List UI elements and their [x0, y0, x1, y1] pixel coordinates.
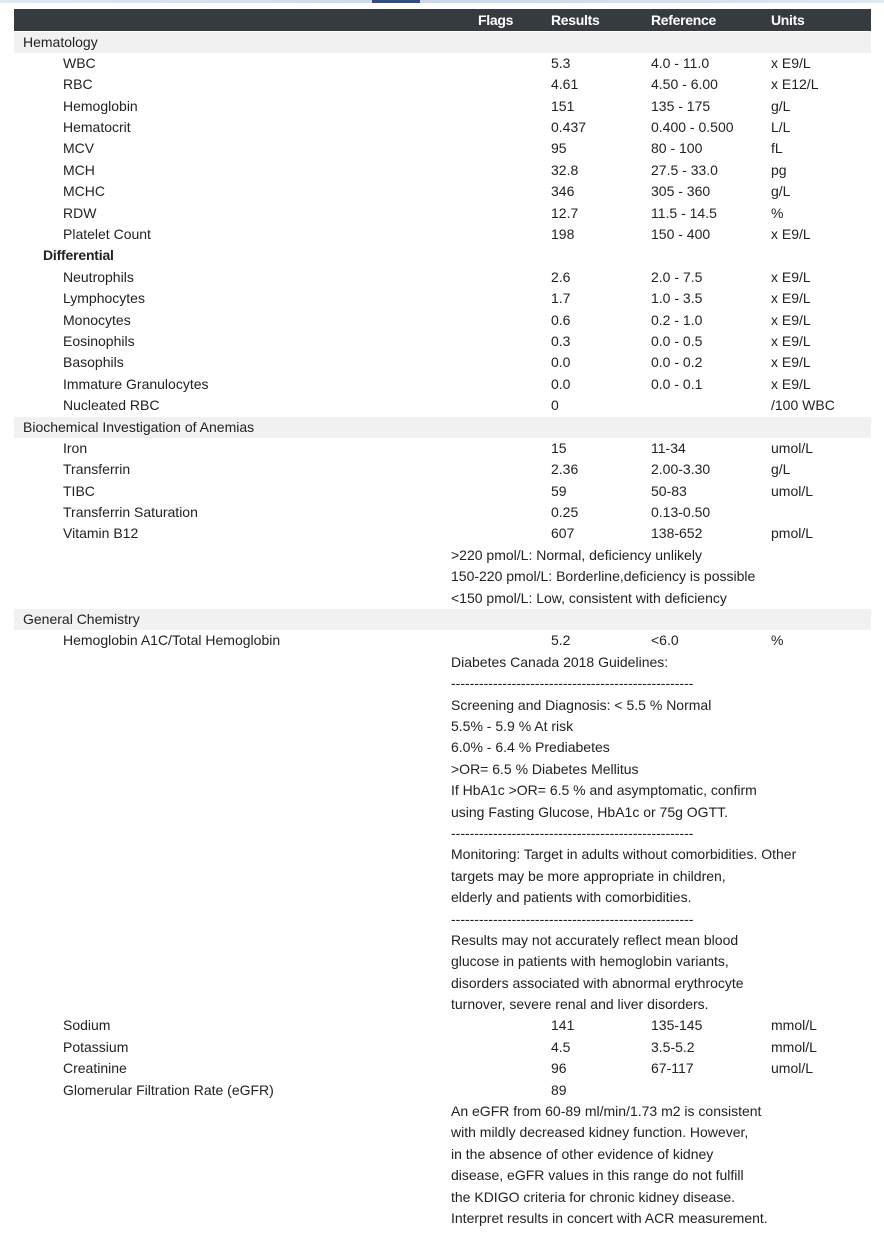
test-units: /100 WBC	[771, 397, 835, 414]
table-row	[14, 224, 871, 245]
header-reference: Reference	[651, 12, 717, 28]
comment-text: Interpret results in concert with ACR measurement.	[451, 1209, 768, 1226]
table-row	[14, 502, 871, 523]
result-comment	[14, 780, 871, 801]
test-result: 15	[551, 439, 567, 456]
test-result: 1.7	[551, 290, 571, 307]
test-result: 346	[551, 183, 575, 200]
result-comment	[14, 994, 871, 1015]
table-row	[14, 53, 871, 74]
table-row	[14, 74, 871, 95]
test-reference: 1.0 - 3.5	[651, 290, 703, 307]
test-name: Eosinophils	[63, 332, 135, 349]
test-units: x E9/L	[771, 54, 811, 71]
test-units: %	[771, 204, 784, 221]
result-comment	[14, 802, 871, 823]
table-row	[14, 1058, 871, 1079]
test-units: umol/L	[771, 482, 814, 499]
header-flags: Flags	[478, 12, 514, 28]
test-reference: 0.400 - 0.500	[651, 119, 734, 136]
table-row	[14, 160, 871, 181]
active-tab-indicator	[372, 0, 420, 3]
test-result: 0	[551, 397, 559, 414]
test-reference: 27.5 - 33.0	[651, 161, 718, 178]
section-header	[14, 609, 871, 630]
section-header	[14, 417, 871, 438]
test-name: Basophils	[63, 354, 124, 371]
comment-text: in the absence of other evidence of kidney	[451, 1145, 714, 1162]
test-result: 95	[551, 140, 567, 157]
top-border	[0, 0, 884, 3]
test-reference: 3.5-5.2	[651, 1038, 695, 1055]
test-name: WBC	[63, 54, 96, 71]
comment-text: using Fasting Glucose, HbA1c or 75g OGTT.	[451, 803, 729, 820]
test-units: x E12/L	[771, 76, 819, 93]
result-comment	[14, 1165, 871, 1186]
test-result: 5.2	[551, 632, 571, 649]
comment-text: An eGFR from 60-89 ml/min/1.73 m2 is consistent	[451, 1103, 762, 1120]
test-name: MCHC	[63, 183, 105, 200]
comment-text: ----------------------------------------------------	[451, 910, 694, 927]
table-row	[14, 523, 871, 544]
test-units: fL	[771, 140, 783, 157]
test-name: Nucleated RBC	[63, 397, 160, 414]
test-units: g/L	[771, 183, 791, 200]
test-name: RBC	[63, 76, 93, 93]
test-reference: 150 - 400	[651, 226, 711, 243]
result-comment	[14, 673, 871, 694]
comment-text: ----------------------------------------------------	[451, 824, 694, 841]
table-row	[14, 181, 871, 202]
subsection-title: Differential	[43, 247, 114, 264]
test-name: Neutrophils	[63, 268, 134, 285]
test-name: Immature Granulocytes	[63, 375, 209, 392]
table-row	[14, 267, 871, 288]
test-result: 2.36	[551, 461, 579, 478]
result-comment	[14, 652, 871, 673]
result-comment	[14, 695, 871, 716]
test-units: x E9/L	[771, 375, 811, 392]
test-units: umol/L	[771, 439, 814, 456]
test-result: 0.0	[551, 354, 571, 371]
test-result: 607	[551, 525, 575, 542]
results-table	[14, 32, 871, 1230]
comment-text: 150-220 pmol/L: Borderline,deficiency is possible	[451, 568, 756, 585]
test-reference: 2.00-3.30	[651, 461, 711, 478]
test-reference: 0.0 - 0.5	[651, 332, 703, 349]
section-title: Hematology	[23, 33, 98, 50]
test-result: 198	[551, 226, 575, 243]
result-comment	[14, 866, 871, 887]
table-row	[14, 138, 871, 159]
comment-text: If HbA1c >OR= 6.5 % and asymptomatic, confirm	[451, 782, 757, 799]
result-comment	[14, 1101, 871, 1122]
comment-text: ----------------------------------------------------	[451, 675, 694, 692]
test-name: TIBC	[63, 482, 95, 499]
table-row	[14, 96, 871, 117]
test-reference: 67-117	[651, 1060, 694, 1077]
test-name: Hemoglobin A1C/Total Hemoglobin	[63, 632, 281, 649]
test-units: g/L	[771, 97, 791, 114]
result-comment	[14, 1208, 871, 1229]
test-units: mmol/L	[771, 1017, 817, 1034]
test-units: umol/L	[771, 1060, 814, 1077]
comment-text: disorders associated with abnormal erythrocyte	[451, 974, 744, 991]
table-row	[14, 310, 871, 331]
test-name: Hematocrit	[63, 119, 131, 136]
test-result: 59	[551, 482, 567, 499]
result-comment	[14, 716, 871, 737]
test-name: Transferrin Saturation	[63, 504, 198, 521]
test-name: Potassium	[63, 1038, 129, 1055]
test-name: Vitamin B12	[63, 525, 139, 542]
result-comment	[14, 737, 871, 758]
result-comment	[14, 887, 871, 908]
test-reference: 305 - 360	[651, 183, 711, 200]
table-row	[14, 481, 871, 502]
test-units: x E9/L	[771, 354, 811, 371]
test-reference: 11-34	[651, 439, 686, 456]
table-row	[14, 630, 871, 651]
test-units: x E9/L	[771, 332, 811, 349]
test-result: 32.8	[551, 161, 579, 178]
test-result: 141	[551, 1017, 575, 1034]
result-comment	[14, 545, 871, 566]
comment-text: the KDIGO criteria for chronic kidney disease.	[451, 1188, 736, 1205]
table-row	[14, 117, 871, 138]
result-comment	[14, 909, 871, 930]
test-result: 0.437	[551, 119, 587, 136]
test-units: x E9/L	[771, 268, 811, 285]
test-reference: 0.2 - 1.0	[651, 311, 703, 328]
test-reference: 80 - 100	[651, 140, 703, 157]
results-table-header	[14, 9, 871, 31]
test-result: 4.61	[551, 76, 579, 93]
test-reference: <6.0	[651, 632, 679, 649]
test-units: x E9/L	[771, 311, 811, 328]
test-reference: 11.5 - 14.5	[651, 204, 717, 221]
result-comment	[14, 973, 871, 994]
result-comment	[14, 1144, 871, 1165]
test-result: 89	[551, 1081, 567, 1098]
test-name: RDW	[63, 204, 97, 221]
comment-text: Diabetes Canada 2018 Guidelines:	[451, 653, 669, 670]
comment-text: disease, eGFR values in this range do not fulfill	[451, 1167, 744, 1184]
result-comment	[14, 930, 871, 951]
test-name: Hemoglobin	[63, 97, 138, 114]
header-results: Results	[551, 12, 600, 28]
section-title: Biochemical Investigation of Anemias	[23, 418, 255, 435]
test-result: 0.3	[551, 332, 571, 349]
table-row	[14, 1037, 871, 1058]
table-row	[14, 1080, 871, 1101]
table-row	[14, 288, 871, 309]
header-units: Units	[771, 12, 805, 28]
test-result: 12.7	[551, 204, 579, 221]
result-comment	[14, 566, 871, 587]
test-reference: 4.0 - 11.0	[651, 54, 710, 71]
comment-text: <150 pmol/L: Low, consistent with deficiency	[451, 589, 727, 606]
comment-text: Screening and Diagnosis: < 5.5 % Normal	[451, 696, 712, 713]
test-reference: 138-652	[651, 525, 703, 542]
test-reference: 135-145	[651, 1017, 703, 1034]
test-result: 4.5	[551, 1038, 571, 1055]
test-name: Creatinine	[63, 1060, 127, 1077]
test-reference: 50-83	[651, 482, 687, 499]
test-units: x E9/L	[771, 290, 811, 307]
table-row	[14, 395, 871, 416]
test-reference: 0.13-0.50	[651, 504, 711, 521]
test-units: pg	[771, 161, 787, 178]
table-row	[14, 203, 871, 224]
test-result: 2.6	[551, 268, 571, 285]
comment-text: >220 pmol/L: Normal, deficiency unlikely	[451, 546, 702, 563]
test-result: 0.25	[551, 504, 579, 521]
test-name: Platelet Count	[63, 226, 151, 243]
test-units: pmol/L	[771, 525, 814, 542]
result-comment	[14, 759, 871, 780]
result-comment	[14, 1187, 871, 1208]
comment-text: elderly and patients with comorbidities.	[451, 889, 692, 906]
test-name: MCH	[63, 161, 95, 178]
comment-text: turnover, severe renal and liver disorders.	[451, 996, 709, 1013]
test-result: 5.3	[551, 54, 571, 71]
result-comment	[14, 823, 871, 844]
test-name: Sodium	[63, 1017, 111, 1034]
subsection-header	[14, 245, 871, 266]
comment-text: 6.0% - 6.4 % Prediabetes	[451, 739, 610, 756]
result-comment	[14, 844, 871, 865]
result-comment	[14, 1122, 871, 1143]
table-row	[14, 459, 871, 480]
table-row	[14, 1015, 871, 1036]
comment-text: >OR= 6.5 % Diabetes Mellitus	[451, 760, 639, 777]
test-units: L/L	[771, 119, 791, 136]
comment-text: 5.5% - 5.9 % At risk	[451, 718, 574, 734]
test-reference: 0.0 - 0.2	[651, 354, 703, 371]
test-name: Iron	[63, 439, 88, 456]
test-name: Transferrin	[63, 461, 131, 478]
test-units: %	[771, 632, 784, 649]
comment-text: Results may not accurately reflect mean blood	[451, 931, 739, 948]
result-comment	[14, 951, 871, 972]
comment-text: Monitoring: Target in adults without comorbidities. Other	[451, 846, 797, 863]
section-header	[14, 32, 871, 53]
table-row	[14, 331, 871, 352]
test-units: g/L	[771, 461, 791, 478]
test-name: Glomerular Filtration Rate (eGFR)	[63, 1081, 274, 1098]
table-row	[14, 352, 871, 373]
test-result: 0.6	[551, 311, 571, 328]
test-result: 0.0	[551, 375, 571, 392]
test-units: mmol/L	[771, 1038, 817, 1055]
comment-text: glucose in patients with hemoglobin variants,	[451, 953, 729, 970]
test-reference: 135 - 175	[651, 97, 711, 114]
comment-text: with mildly decreased kidney function. However,	[451, 1124, 749, 1141]
test-result: 151	[551, 97, 575, 114]
test-reference: 4.50 - 6.00	[651, 76, 718, 93]
test-name: Monocytes	[63, 311, 131, 328]
test-reference: 2.0 - 7.5	[651, 268, 703, 285]
table-row	[14, 374, 871, 395]
section-title: General Chemistry	[23, 611, 140, 628]
test-units: x E9/L	[771, 226, 811, 243]
test-result: 96	[551, 1060, 567, 1077]
result-comment	[14, 588, 871, 609]
table-row	[14, 438, 871, 459]
test-reference: 0.0 - 0.1	[651, 375, 703, 392]
comment-text: targets may be more appropriate in children,	[451, 867, 726, 884]
test-name: MCV	[63, 140, 95, 157]
test-name: Lymphocytes	[63, 290, 145, 307]
